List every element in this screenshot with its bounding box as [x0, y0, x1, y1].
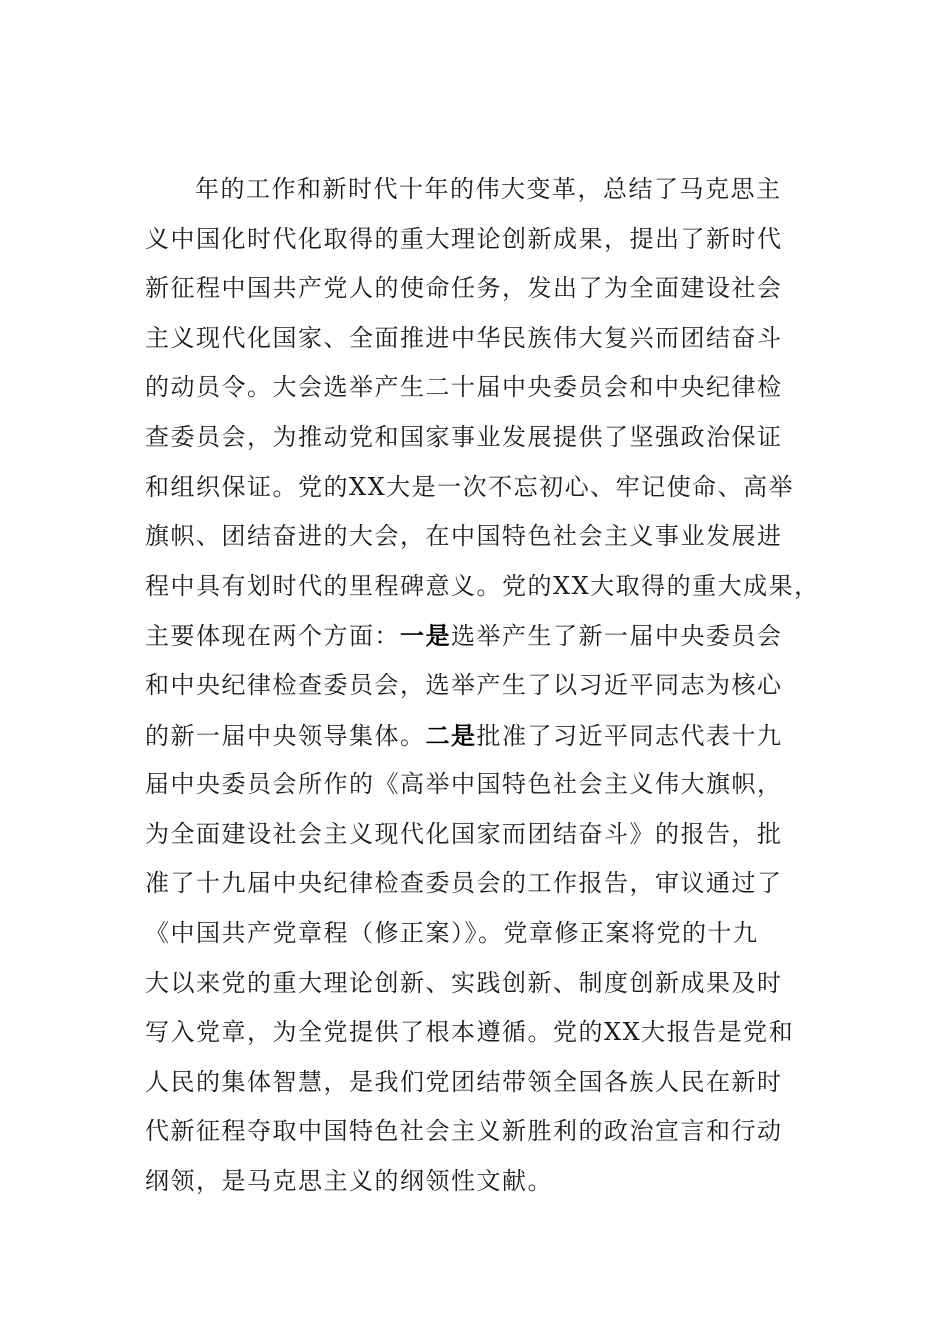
text-run: 纲领，是马克思主义的纲领性文献。	[145, 1166, 553, 1195]
text-run: 程中具有划时代的里程碑意义。党的XX大取得的重大成果，	[145, 571, 820, 600]
text-run: 选举产生了新一届中央委员会	[451, 622, 783, 651]
text-run: 《中国共产党章程（修正案）》。党章修正案将党的十九	[145, 918, 759, 947]
text-run: 和组织保证。党的XX大是一次不忘初心、牢记使命、高举	[145, 472, 795, 501]
text-line-15	[145, 859, 815, 909]
text-run: 的新一届中央领导集体。	[145, 721, 426, 750]
text-line-8	[145, 512, 815, 562]
text-line-1	[145, 165, 815, 215]
text-line-11	[145, 661, 815, 711]
text-run: 主义现代化国家、全面推进中华民族伟大复兴而团结奋斗	[145, 323, 783, 352]
text-run: 年的工作和新时代十年的伟大变革，总结了马克思主	[195, 175, 782, 203]
bold-marker-second: 二是	[425, 720, 477, 750]
text-line-21	[145, 1157, 815, 1207]
text-run: 为全面建设社会主义现代化国家而团结奋斗》的报告，批	[145, 819, 783, 848]
text-line-7	[145, 463, 815, 513]
text-line-14	[145, 810, 815, 860]
text-run: 义中国化时代化取得的重大理论创新成果，提出了新时代	[145, 224, 783, 253]
bold-marker-first: 一是	[400, 621, 451, 651]
text-line-6	[145, 413, 815, 463]
text-line-20	[145, 1107, 815, 1157]
text-line-18	[145, 1008, 815, 1058]
body-paragraph	[145, 165, 820, 1206]
text-run: 大以来党的重大理论创新、实践创新、制度创新成果及时	[145, 968, 783, 997]
text-run: 的动员令。大会选举产生二十届中央委员会和中央纪律检	[145, 373, 783, 402]
text-line-2	[145, 215, 815, 265]
text-run: 批准了习近平同志代表十九	[476, 721, 783, 750]
text-run: 写入党章，为全党提供了根本遵循。党的XX大报告是党和	[145, 1018, 795, 1047]
text-run: 新征程中国共产党人的使命任务，发出了为全面建设社会	[145, 274, 783, 303]
text-line-16	[145, 909, 815, 959]
text-run: 和中央纪律检查委员会，选举产生了以习近平同志为核心	[145, 670, 783, 699]
text-run: 旗帜、团结奋进的大会，在中国特色社会主义事业发展进	[145, 522, 783, 551]
text-run: 准了十九届中央纪律检查委员会的工作报告，审议通过了	[145, 869, 783, 898]
text-line-3	[145, 264, 815, 314]
text-line-17	[145, 959, 815, 1009]
text-line-13	[145, 760, 815, 810]
text-run: 届中央委员会所作的《高举中国特色社会主义伟大旗帜，	[145, 770, 783, 799]
text-run: 代新征程夺取中国特色社会主义新胜利的政治宣言和行动	[145, 1117, 783, 1146]
text-line-19	[145, 1058, 815, 1108]
text-run: 人民的集体智慧，是我们党团结带领全国各族人民在新时	[145, 1067, 783, 1096]
text-line-12	[145, 711, 815, 761]
text-line-5	[145, 363, 815, 413]
text-line-4	[145, 314, 815, 364]
text-line-10	[145, 611, 815, 661]
text-line-9	[145, 562, 820, 612]
text-run: 查委员会，为推动党和国家事业发展提供了坚强政治保证	[145, 422, 783, 451]
text-run: 主要体现在两个方面：	[145, 622, 400, 651]
